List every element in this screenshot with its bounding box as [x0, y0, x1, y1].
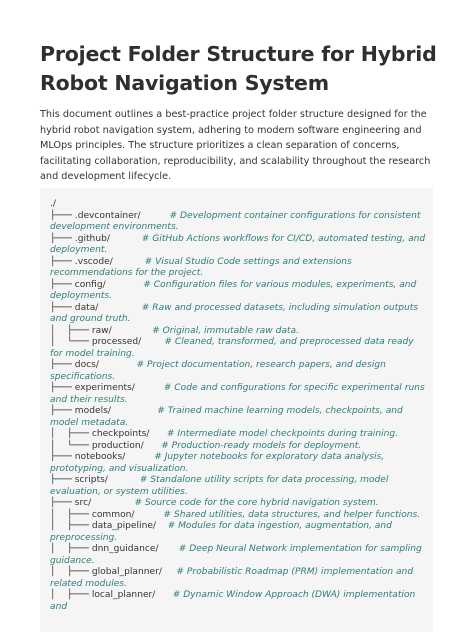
tree-branch: │ └─── [50, 440, 92, 451]
page-title: Project Folder Structure for Hybrid Robot Navigation System [40, 42, 437, 95]
folder-name: experiments/ [74, 383, 135, 393]
folder-name: src/ [74, 498, 92, 508]
folder-name: .github/ [74, 233, 110, 244]
folder-name: docs/ [74, 360, 99, 370]
tree-entry [50, 406, 426, 429]
folder-comment: # Code and configurations for specific experimental runs and their results. [50, 383, 425, 405]
folder-name: .vscode/ [74, 256, 113, 267]
tree-gap [156, 521, 168, 531]
folder-comment: # Standalone utility scripts for data processing, model evaluation, or system utilities. [50, 475, 389, 497]
folder-comment: # Modules for data ingestion, augmentation, and preprocessing. [50, 521, 392, 543]
folder-name: raw/ [91, 325, 112, 336]
folder-comment: # Source code for the core hybrid navigation system. [134, 498, 379, 508]
folder-comment: # Shared utilities, data structures, and helper functions. [163, 509, 421, 520]
tree-branch: │ ├─── [50, 590, 92, 600]
tree-gap [162, 567, 176, 577]
tree-branch: │ ├─── [50, 325, 92, 336]
tree-branch: │ ├─── [50, 521, 92, 531]
tree-entry [50, 429, 426, 441]
tree-branch: ├─── [50, 302, 75, 313]
tree-branch: ├─── [50, 210, 75, 221]
folder-name: processed/ [91, 337, 142, 347]
tree-gap [159, 544, 179, 554]
tree-entry [50, 383, 426, 406]
tree-gap [113, 257, 145, 267]
tree-entry [50, 498, 426, 510]
tree-branch: │ └─── [50, 337, 92, 347]
tree-branch: │ ├─── [50, 567, 92, 577]
folder-comment: # Dynamic Window Approach (DWA) implementation and [50, 590, 416, 612]
tree-entry [50, 303, 426, 326]
tree-root: ./ [50, 199, 56, 209]
tree-gap [135, 383, 164, 393]
folder-name: config/ [74, 279, 106, 290]
folder-name: global_planner/ [91, 567, 162, 577]
folder-name: scripts/ [74, 475, 108, 485]
tree-gap [144, 441, 161, 451]
intro-paragraph: This document outlines a best-practice project folder structure designed for the hybrid robot navigation system, adhering to modern software engineering and MLOps principles. The structure prioritizes a clean separation of concerns, facilitating collaboration, reproducibility, and scalability throughout the research and development lifecycle. [40, 109, 431, 182]
folder-comment: # Probabilistic Roadmap (PRM) implementation and related modules. [50, 567, 414, 589]
tree-entry [50, 257, 426, 280]
folder-comment: # Visual Studio Code settings and extensions recommendations for the project. [50, 256, 352, 278]
tree-gap [149, 429, 166, 439]
tree-gap [111, 406, 157, 416]
tree-branch: ├─── [50, 279, 75, 290]
folder-comment: # Deep Neural Network implementation for sampling guidance. [50, 544, 422, 566]
tree-branch: ├─── [50, 498, 75, 508]
tree-entry [50, 590, 426, 613]
tree-entry [50, 510, 426, 522]
tree-entry [50, 567, 426, 590]
tree-entry [50, 441, 426, 453]
folder-name: local_planner/ [91, 590, 156, 600]
folder-name: dnn_guidance/ [91, 544, 159, 554]
folder-name: .devcontainer/ [74, 210, 141, 221]
tree-branch: │ ├─── [50, 544, 92, 554]
tree-gap [155, 590, 172, 600]
folder-name: production/ [91, 440, 144, 451]
folder-name: models/ [74, 406, 111, 416]
tree-entry [50, 337, 426, 360]
tree-branch: │ ├─── [50, 429, 92, 439]
folder-comment: # Trained machine learning models, checkpoints, and model metadata. [50, 406, 403, 428]
folder-comment: # Cleaned, transformed, and preprocessed data ready for model training. [50, 337, 414, 359]
tree-gap [98, 303, 141, 313]
folder-comment: # Configuration files for various modules, experiments, and deployments. [50, 279, 417, 301]
tree-gap [125, 452, 154, 462]
tree-entry [50, 211, 426, 234]
tree-branch: ├─── [50, 360, 75, 370]
folder-comment: # Raw and processed datasets, including simulation outputs and ground truth. [50, 302, 419, 324]
folder-comment: # GitHub Actions workflows for CI/CD, automated testing, and deployment. [50, 233, 426, 255]
folder-tree-code-block [40, 188, 433, 632]
tree-gap [135, 510, 164, 520]
tree-entry [50, 544, 426, 567]
tree-branch: ├─── [50, 256, 75, 267]
folder-comment: # Development container configurations for consistent development environments. [50, 210, 421, 232]
tree-entry [50, 475, 426, 498]
folder-comment: # Project documentation, research papers, and design specifications. [50, 360, 386, 382]
folder-comment: # Original, immutable raw data. [152, 325, 299, 336]
tree-entry [50, 326, 426, 338]
tree-gap [112, 326, 152, 336]
tree-entry [50, 360, 426, 383]
tree-gap [141, 337, 164, 347]
tree-gap [91, 498, 134, 508]
tree-gap [108, 475, 140, 485]
tree-branch: │ ├─── [50, 509, 92, 520]
folder-name: data_pipeline/ [91, 521, 156, 531]
folder-name: common/ [91, 509, 135, 520]
tree-gap [110, 234, 142, 244]
tree-gap [106, 280, 144, 290]
tree-entry [50, 280, 426, 303]
tree-branch: ├─── [50, 233, 75, 244]
tree-entry [50, 234, 426, 257]
tree-branch: ├─── [50, 406, 75, 416]
folder-tree-lines [50, 199, 426, 613]
folder-comment: # Jupyter notebooks for exploratory data analysis, prototyping, and visualization. [50, 452, 385, 474]
tree-branch: ├─── [50, 452, 75, 462]
folder-comment: # Intermediate model checkpoints during training. [166, 429, 399, 439]
folder-name: data/ [74, 302, 99, 313]
tree-entry [50, 521, 426, 544]
tree-gap [99, 360, 137, 370]
tree-gap [141, 211, 170, 221]
folder-name: notebooks/ [74, 452, 126, 462]
tree-branch: ├─── [50, 383, 75, 393]
tree-entry [50, 452, 426, 475]
folder-comment: # Production-ready models for deployment. [161, 440, 362, 451]
tree-branch: ├─── [50, 475, 75, 485]
folder-name: checkpoints/ [91, 429, 150, 439]
